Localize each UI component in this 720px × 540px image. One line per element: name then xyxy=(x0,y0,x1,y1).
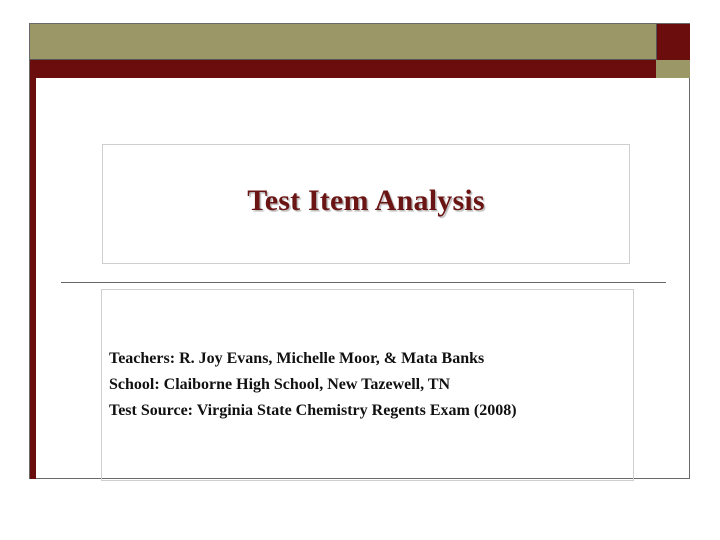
body-text-list xyxy=(109,346,517,424)
slide xyxy=(29,23,690,479)
teachers-line: Teachers: R. Joy Evans, Michelle Moor, & Mata Banks xyxy=(109,350,485,367)
left-maroon-bar xyxy=(30,78,36,479)
corner-olive-block xyxy=(656,60,690,78)
header-maroon-bar xyxy=(30,60,656,78)
corner-maroon-block xyxy=(656,24,690,60)
title-placeholder[interactable] xyxy=(102,144,630,264)
test-source-line: Test Source: Virginia State Chemistry Regents Exam (2008) xyxy=(109,402,517,419)
school-line: School: Claiborne High School, New Tazewell, TN xyxy=(109,376,451,393)
divider-line xyxy=(61,282,666,283)
header-olive-bar xyxy=(30,24,656,60)
slide-title: Test Item Analysis xyxy=(247,184,485,217)
body-placeholder[interactable] xyxy=(101,289,634,481)
